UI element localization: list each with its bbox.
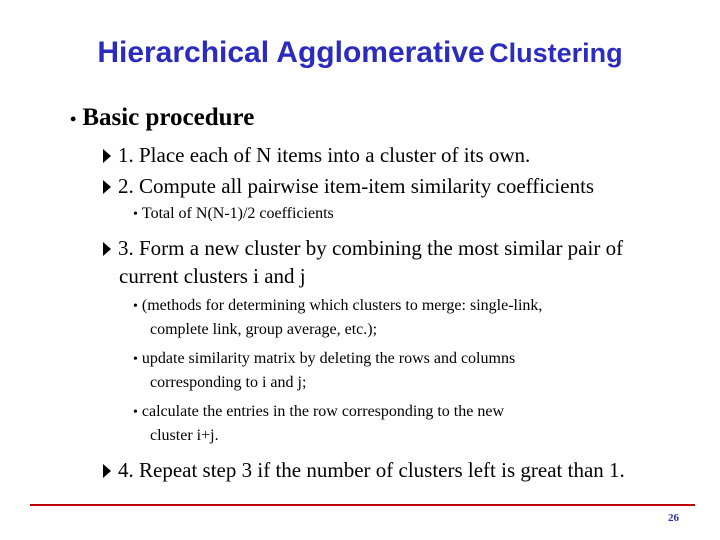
step-2-sub — [133, 205, 334, 223]
sub-b-line2: corresponding to i and j; — [150, 374, 307, 391]
step-3 — [103, 236, 623, 261]
dot-bullet-icon: • — [133, 299, 138, 314]
sub-bullet-calculate — [133, 403, 504, 421]
dot-bullet-icon: • — [133, 207, 138, 222]
sub-bullet-methods — [133, 297, 542, 315]
step-1-text: 1. Place each of N items into a cluster of its own. — [118, 143, 531, 167]
dot-bullet-icon: • — [70, 109, 77, 129]
sub-bullet-update-cont — [150, 374, 306, 392]
step-2-text: 2. Compute all pairwise item-item similarity coefficients — [118, 174, 595, 198]
sub-bullet-calculate-cont — [150, 427, 219, 445]
sub-bullet-methods-cont — [150, 321, 377, 339]
step-3-text-line1: 3. Form a new cluster by combining the most similar pair of — [118, 236, 624, 260]
step-2-sub-text: Total of N(N-1)/2 coefficients — [141, 205, 334, 222]
step-2 — [103, 174, 594, 199]
step-3-text-line2: current clusters i and j — [119, 264, 306, 288]
dot-bullet-icon: • — [133, 405, 138, 420]
slide-title — [0, 36, 720, 70]
triangle-bullet-icon — [103, 464, 111, 478]
footer-divider — [30, 504, 695, 506]
step-3-continuation — [119, 264, 306, 289]
sub-bullet-update — [133, 350, 515, 368]
page-number: 26 — [668, 512, 679, 524]
triangle-bullet-icon — [103, 149, 111, 163]
step-4 — [103, 458, 625, 483]
triangle-bullet-icon — [103, 180, 111, 194]
sub-a-line2: complete link, group average, etc.); — [150, 321, 378, 338]
sub-a-line1: (methods for determining which clusters to merge: single-link, — [141, 297, 543, 314]
sub-c-line2: cluster i+j. — [150, 427, 219, 444]
dot-bullet-icon: • — [133, 352, 138, 367]
title-main: Hierarchical Agglomerative — [97, 36, 485, 69]
sub-c-line1: calculate the entries in the row corresponding to the new — [141, 403, 504, 420]
step-1 — [103, 143, 530, 168]
bullet-basic-procedure — [70, 104, 254, 132]
bullet-text: Basic procedure — [82, 104, 255, 131]
sub-b-line1: update similarity matrix by deleting the rows and columns — [141, 350, 516, 367]
triangle-bullet-icon — [103, 242, 111, 256]
title-suffix: Clustering — [489, 38, 623, 68]
step-4-text: 4. Repeat step 3 if the number of clusters left is great than 1. — [118, 458, 625, 482]
